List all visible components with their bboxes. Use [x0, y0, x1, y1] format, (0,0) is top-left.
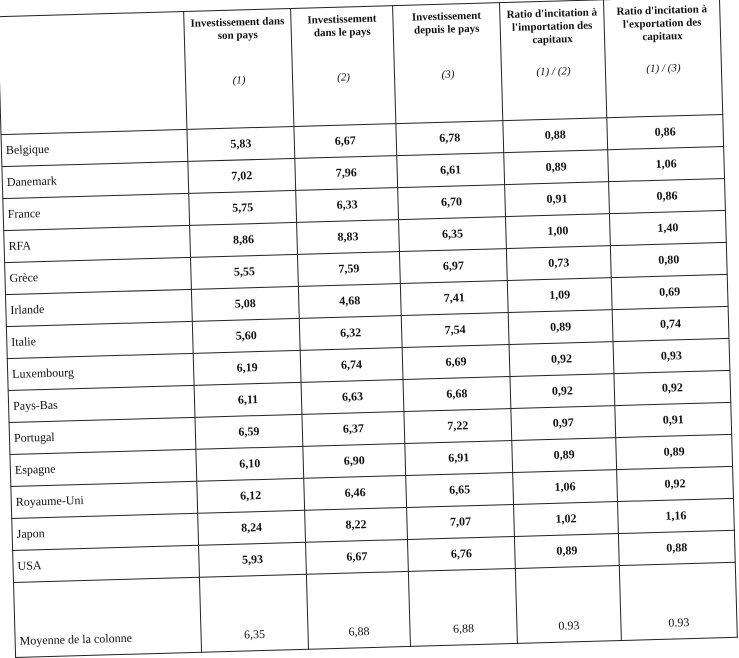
value-cell: 0,88: [618, 530, 735, 565]
value-cell: 6,91: [405, 441, 513, 476]
value-cell: 8,22: [305, 507, 408, 542]
corner-cell: [0, 11, 187, 134]
average-value: 0.93: [619, 562, 737, 640]
value-cell: 4,68: [298, 284, 401, 319]
value-cell: 6,63: [301, 380, 404, 415]
value-cell: 8,83: [297, 220, 400, 255]
country-cell: Danemark: [2, 161, 189, 198]
value-cell: 6,90: [303, 443, 406, 478]
value-cell: 6,70: [398, 185, 506, 220]
value-cell: 6,19: [193, 350, 301, 385]
country-cell: RFA: [4, 225, 191, 262]
value-cell: 0,89: [514, 534, 619, 569]
average-value: 0.93: [515, 566, 621, 644]
value-cell: 0,89: [508, 310, 613, 345]
value-cell: 8,24: [198, 510, 306, 545]
value-cell: 0,92: [509, 342, 614, 377]
value-cell: 0,89: [512, 438, 617, 473]
value-cell: 6,61: [397, 153, 505, 188]
value-cell: 7,07: [407, 504, 515, 539]
value-cell: 7,41: [400, 281, 508, 316]
value-cell: 6,37: [302, 412, 405, 447]
value-cell: 7,22: [404, 409, 512, 444]
value-cell: 6,59: [195, 414, 303, 449]
header-row: [0, 0, 723, 135]
value-cell: 7,02: [188, 158, 296, 193]
column-header: Ratio d'incitation à l'importation des capitaux (1) / (2): [500, 0, 607, 121]
value-cell: 0,89: [616, 434, 733, 469]
value-cell: 5,83: [187, 126, 295, 161]
value-cell: 5,08: [191, 286, 299, 321]
country-cell: Japon: [12, 513, 199, 550]
value-cell: 0,92: [614, 370, 731, 405]
value-cell: 0,91: [615, 402, 732, 437]
country-cell: Italie: [6, 321, 193, 358]
value-cell: 0,97: [511, 406, 616, 441]
country-cell: Grèce: [5, 257, 192, 294]
value-cell: 0,93: [613, 338, 730, 373]
value-cell: 6,76: [407, 536, 515, 571]
value-cell: 0,80: [610, 242, 727, 277]
value-cell: 5,75: [189, 190, 297, 225]
country-cell: Espagne: [10, 449, 197, 486]
average-label: Moyenne de la colonne: [14, 577, 202, 657]
value-cell: 0,69: [611, 274, 728, 309]
value-cell: 0,92: [617, 466, 734, 501]
value-cell: 6,67: [294, 124, 397, 159]
value-cell: 0,88: [503, 118, 608, 153]
value-cell: 6,46: [304, 475, 407, 510]
value-cell: 1,06: [608, 146, 725, 181]
value-cell: 0,86: [609, 178, 726, 213]
column-header: Investissement dans le pays (2): [291, 6, 396, 127]
country-cell: Pays-Bas: [8, 385, 195, 422]
country-cell: Royaume-Uni: [11, 481, 198, 518]
value-cell: 8,86: [190, 222, 298, 257]
value-cell: 6,65: [406, 472, 514, 507]
average-value: 6,88: [306, 571, 410, 649]
country-cell: Belgique: [1, 129, 188, 166]
value-cell: 6,11: [194, 382, 302, 417]
value-cell: 1,00: [505, 214, 610, 249]
average-value: 6,88: [408, 568, 517, 646]
value-cell: 0,91: [505, 182, 610, 217]
table-body: [1, 114, 735, 582]
value-cell: 0,74: [612, 306, 729, 341]
value-cell: 6,32: [299, 316, 402, 351]
value-cell: 6,68: [403, 377, 511, 412]
value-cell: 0,73: [506, 246, 611, 281]
value-cell: 6,12: [197, 478, 305, 513]
column-header: Ratio d'incitation à l'exportation des capitaux (1) / (3): [603, 0, 722, 118]
value-cell: 7,59: [297, 252, 400, 287]
column-header: Investissement dans son pays (1): [184, 9, 294, 130]
country-cell: Irlande: [5, 289, 192, 326]
value-cell: 6,97: [399, 249, 507, 284]
column-header: Investissement depuis le pays (3): [393, 3, 503, 124]
value-cell: 5,93: [199, 542, 307, 577]
value-cell: 6,35: [399, 217, 507, 252]
value-cell: 7,96: [295, 156, 398, 191]
value-cell: 7,54: [401, 313, 509, 348]
value-cell: 1,02: [514, 502, 619, 537]
average-value: 6,35: [199, 574, 308, 652]
value-cell: 6,74: [300, 348, 403, 383]
value-cell: 1,06: [513, 470, 618, 505]
value-cell: 6,67: [306, 539, 409, 574]
value-cell: 0,89: [504, 150, 609, 185]
country-cell: Luxembourg: [7, 353, 194, 390]
value-cell: 1,40: [609, 210, 726, 245]
value-cell: 1,16: [618, 498, 735, 533]
value-cell: 5,55: [191, 254, 299, 289]
country-cell: Portugal: [9, 417, 196, 454]
value-cell: 6,10: [196, 446, 304, 481]
value-cell: 0,92: [510, 374, 615, 409]
value-cell: 6,78: [396, 121, 504, 156]
value-cell: 6,33: [296, 188, 399, 223]
value-cell: 0,86: [607, 114, 724, 149]
value-cell: 5,60: [192, 318, 300, 353]
value-cell: 1,09: [507, 278, 612, 313]
country-cell: France: [3, 193, 190, 230]
value-cell: 6,69: [402, 345, 510, 380]
country-cell: USA: [13, 545, 200, 582]
